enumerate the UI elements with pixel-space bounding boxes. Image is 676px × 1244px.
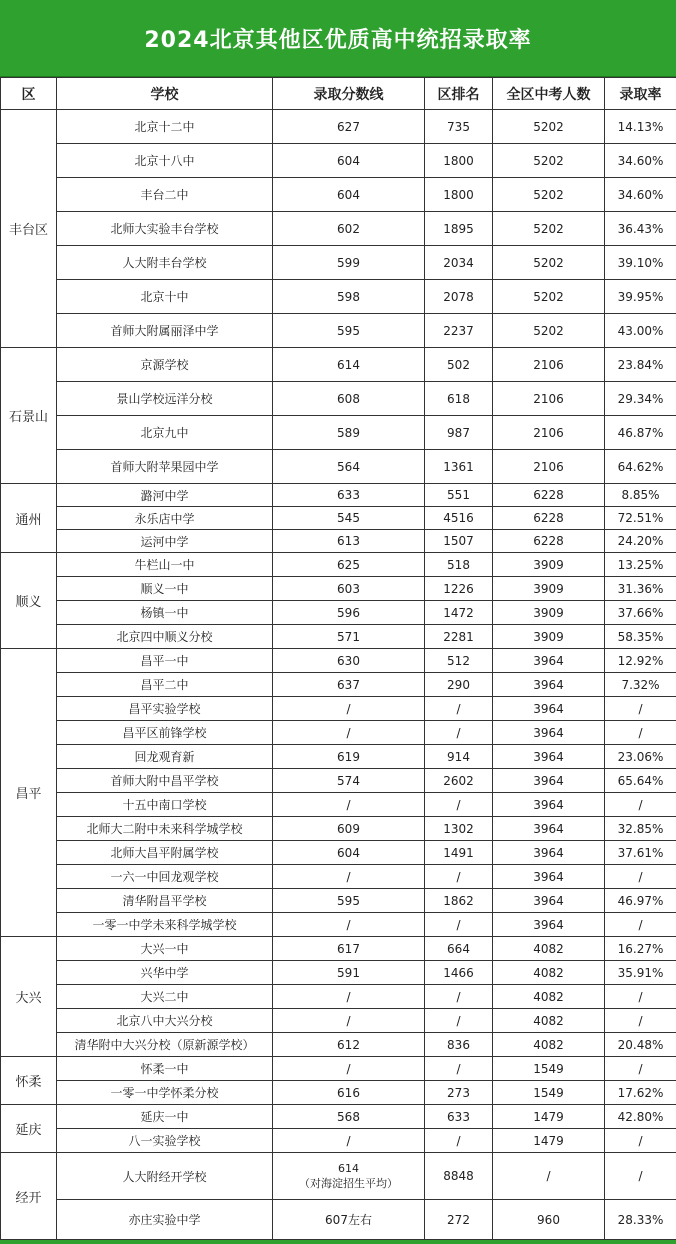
school-cell: 一六一中回龙观学校 xyxy=(57,865,273,889)
rank-cell: 836 xyxy=(425,1033,493,1057)
rate-cell: / xyxy=(605,913,676,937)
rate-cell: 29.34% xyxy=(605,382,676,416)
score-cell: 604 xyxy=(273,144,425,178)
rank-cell: 1800 xyxy=(425,144,493,178)
rate-cell: 34.60% xyxy=(605,178,676,212)
rate-cell: 43.00% xyxy=(605,314,676,348)
column-header-rank: 区排名 xyxy=(425,78,493,110)
school-cell: 人大附丰台学校 xyxy=(57,246,273,280)
score-cell: 564 xyxy=(273,450,425,484)
table-row xyxy=(1,212,676,246)
school-cell: 昌平实验学校 xyxy=(57,697,273,721)
score-cell: 599 xyxy=(273,246,425,280)
rank-cell: / xyxy=(425,1129,493,1153)
school-cell: 八一实验学校 xyxy=(57,1129,273,1153)
rate-cell: 37.61% xyxy=(605,841,676,865)
total-cell: / xyxy=(493,1153,605,1200)
total-cell: 3964 xyxy=(493,793,605,817)
rank-cell: 518 xyxy=(425,553,493,577)
district-cell: 石景山 xyxy=(1,348,57,484)
total-cell: 1549 xyxy=(493,1057,605,1081)
total-cell: 3964 xyxy=(493,697,605,721)
total-cell: 6228 xyxy=(493,530,605,553)
rank-cell: 2602 xyxy=(425,769,493,793)
score-cell: 598 xyxy=(273,280,425,314)
rank-cell: 1507 xyxy=(425,530,493,553)
table-row xyxy=(1,416,676,450)
rank-cell: / xyxy=(425,865,493,889)
school-cell: 亦庄实验中学 xyxy=(57,1200,273,1240)
school-cell: 清华附中大兴分校（原新源学校） xyxy=(57,1033,273,1057)
rank-cell: / xyxy=(425,913,493,937)
total-cell: 3909 xyxy=(493,577,605,601)
rank-cell: 618 xyxy=(425,382,493,416)
total-cell: 2106 xyxy=(493,348,605,382)
school-cell: 杨镇一中 xyxy=(57,601,273,625)
district-cell: 丰台区 xyxy=(1,110,57,348)
table-row xyxy=(1,178,676,212)
rank-cell: 4516 xyxy=(425,507,493,530)
school-cell: 北京九中 xyxy=(57,416,273,450)
column-header-school: 学校 xyxy=(57,78,273,110)
total-cell: 3909 xyxy=(493,625,605,649)
score-cell: 625 xyxy=(273,553,425,577)
table-row xyxy=(1,745,676,769)
rank-cell: 735 xyxy=(425,110,493,144)
rank-cell: 1472 xyxy=(425,601,493,625)
rank-cell: 1302 xyxy=(425,817,493,841)
score-cell: 633 xyxy=(273,484,425,507)
school-cell: 一零一中学未来科学城学校 xyxy=(57,913,273,937)
school-cell: 北京十二中 xyxy=(57,110,273,144)
table-row xyxy=(1,1129,676,1153)
total-cell: 3964 xyxy=(493,769,605,793)
score-cell: / xyxy=(273,1129,425,1153)
rate-cell: 23.06% xyxy=(605,745,676,769)
table-row xyxy=(1,1057,676,1081)
score-cell: 571 xyxy=(273,625,425,649)
school-cell: 延庆一中 xyxy=(57,1105,273,1129)
school-cell: 昌平一中 xyxy=(57,649,273,673)
table-row xyxy=(1,793,676,817)
total-cell: 6228 xyxy=(493,484,605,507)
school-cell: 首师大附中昌平学校 xyxy=(57,769,273,793)
rank-cell: 1862 xyxy=(425,889,493,913)
table-row xyxy=(1,246,676,280)
table-row xyxy=(1,1105,676,1129)
total-cell: 3964 xyxy=(493,673,605,697)
school-cell: 昌平二中 xyxy=(57,673,273,697)
table-row xyxy=(1,507,676,530)
school-cell: 首师大附属丽泽中学 xyxy=(57,314,273,348)
rate-cell: 39.10% xyxy=(605,246,676,280)
total-cell: 2106 xyxy=(493,416,605,450)
rate-cell: 42.80% xyxy=(605,1105,676,1129)
rate-cell: / xyxy=(605,721,676,745)
rate-cell: 37.66% xyxy=(605,601,676,625)
school-cell: 一零一中学怀柔分校 xyxy=(57,1081,273,1105)
table-row xyxy=(1,314,676,348)
district-cell: 顺义 xyxy=(1,553,57,649)
district-cell: 延庆 xyxy=(1,1105,57,1153)
total-cell: 4082 xyxy=(493,985,605,1009)
table-row xyxy=(1,110,676,144)
rate-cell: 13.25% xyxy=(605,553,676,577)
district-cell: 经开 xyxy=(1,1153,57,1240)
rank-cell: 2281 xyxy=(425,625,493,649)
score-cell: 617 xyxy=(273,937,425,961)
school-cell: 北京四中顺义分校 xyxy=(57,625,273,649)
rate-cell: / xyxy=(605,697,676,721)
table-row xyxy=(1,553,676,577)
table-row xyxy=(1,144,676,178)
school-cell: 昌平区前锋学校 xyxy=(57,721,273,745)
score-cell: 607左右 xyxy=(273,1200,425,1240)
rate-cell: 36.43% xyxy=(605,212,676,246)
table-row xyxy=(1,673,676,697)
rank-cell: 1800 xyxy=(425,178,493,212)
score-note: （对海淀招生平均） xyxy=(273,1176,424,1191)
table-row xyxy=(1,913,676,937)
rate-cell: 46.87% xyxy=(605,416,676,450)
header-row xyxy=(1,78,676,110)
total-cell: 4082 xyxy=(493,1009,605,1033)
table-row xyxy=(1,769,676,793)
table-row xyxy=(1,865,676,889)
rate-cell: / xyxy=(605,1009,676,1033)
score-cell: 602 xyxy=(273,212,425,246)
score-cell: 619 xyxy=(273,745,425,769)
bottom-bar xyxy=(0,1240,676,1244)
school-cell: 北师大实验丰台学校 xyxy=(57,212,273,246)
school-cell: 北京十中 xyxy=(57,280,273,314)
total-cell: 3964 xyxy=(493,913,605,937)
rate-cell: / xyxy=(605,793,676,817)
score-cell: 609 xyxy=(273,817,425,841)
table-row xyxy=(1,841,676,865)
score-cell: / xyxy=(273,985,425,1009)
school-cell: 丰台二中 xyxy=(57,178,273,212)
total-cell: 3909 xyxy=(493,601,605,625)
table-row xyxy=(1,484,676,507)
score-cell: / xyxy=(273,1009,425,1033)
school-cell: 回龙观育新 xyxy=(57,745,273,769)
rank-cell: 8848 xyxy=(425,1153,493,1200)
rate-cell: 65.64% xyxy=(605,769,676,793)
score-cell: / xyxy=(273,865,425,889)
rate-cell: 14.13% xyxy=(605,110,676,144)
table-row xyxy=(1,1081,676,1105)
score-cell: 608 xyxy=(273,382,425,416)
total-cell: 4082 xyxy=(493,961,605,985)
rate-cell: / xyxy=(605,1153,676,1200)
district-cell: 昌平 xyxy=(1,649,57,937)
rate-cell: 39.95% xyxy=(605,280,676,314)
rate-cell: 32.85% xyxy=(605,817,676,841)
school-cell: 清华附昌平学校 xyxy=(57,889,273,913)
total-cell: 5202 xyxy=(493,178,605,212)
rate-cell: / xyxy=(605,865,676,889)
table-row xyxy=(1,937,676,961)
table-row xyxy=(1,961,676,985)
rank-cell: 512 xyxy=(425,649,493,673)
rank-cell: 1491 xyxy=(425,841,493,865)
rank-cell: 551 xyxy=(425,484,493,507)
total-cell: 5202 xyxy=(493,212,605,246)
total-cell: 3964 xyxy=(493,889,605,913)
column-header-total: 全区中考人数 xyxy=(493,78,605,110)
rank-cell: 1226 xyxy=(425,577,493,601)
total-cell: 6228 xyxy=(493,507,605,530)
rate-cell: 24.20% xyxy=(605,530,676,553)
rate-cell: 16.27% xyxy=(605,937,676,961)
district-cell: 怀柔 xyxy=(1,1057,57,1105)
rank-cell: 290 xyxy=(425,673,493,697)
table-row xyxy=(1,450,676,484)
school-cell: 运河中学 xyxy=(57,530,273,553)
rank-cell: / xyxy=(425,697,493,721)
school-cell: 十五中南口学校 xyxy=(57,793,273,817)
rate-cell: / xyxy=(605,1129,676,1153)
total-cell: 3964 xyxy=(493,865,605,889)
score-cell: 627 xyxy=(273,110,425,144)
score-cell: 574 xyxy=(273,769,425,793)
score-cell: / xyxy=(273,1057,425,1081)
total-cell: 3964 xyxy=(493,649,605,673)
school-cell: 怀柔一中 xyxy=(57,1057,273,1081)
district-cell: 通州 xyxy=(1,484,57,553)
rank-cell: 914 xyxy=(425,745,493,769)
score-cell: 591 xyxy=(273,961,425,985)
table-row xyxy=(1,817,676,841)
total-cell: 5202 xyxy=(493,144,605,178)
total-cell: 4082 xyxy=(493,937,605,961)
score-cell: / xyxy=(273,721,425,745)
score-cell: 613 xyxy=(273,530,425,553)
rate-cell: 46.97% xyxy=(605,889,676,913)
table-row xyxy=(1,649,676,673)
total-cell: 5202 xyxy=(493,280,605,314)
school-cell: 北师大昌平附属学校 xyxy=(57,841,273,865)
rate-cell: 72.51% xyxy=(605,507,676,530)
rate-cell: 23.84% xyxy=(605,348,676,382)
total-cell: 5202 xyxy=(493,246,605,280)
score-cell: 596 xyxy=(273,601,425,625)
rate-cell: 58.35% xyxy=(605,625,676,649)
rank-cell: 1466 xyxy=(425,961,493,985)
score-cell: 612 xyxy=(273,1033,425,1057)
rank-cell: 1361 xyxy=(425,450,493,484)
score-cell: 545 xyxy=(273,507,425,530)
table-row xyxy=(1,348,676,382)
admission-table xyxy=(0,77,676,1240)
table-row xyxy=(1,1009,676,1033)
table-row xyxy=(1,1153,676,1200)
score-cell: 589 xyxy=(273,416,425,450)
school-cell: 顺义一中 xyxy=(57,577,273,601)
rate-cell: 34.60% xyxy=(605,144,676,178)
rate-cell: / xyxy=(605,1057,676,1081)
school-cell: 牛栏山一中 xyxy=(57,553,273,577)
total-cell: 1479 xyxy=(493,1105,605,1129)
score-cell: 603 xyxy=(273,577,425,601)
table-row xyxy=(1,721,676,745)
column-header-rate: 录取率 xyxy=(605,78,676,110)
rank-cell: 502 xyxy=(425,348,493,382)
total-cell: 3909 xyxy=(493,553,605,577)
table-row xyxy=(1,889,676,913)
score-cell: / xyxy=(273,697,425,721)
table-row xyxy=(1,577,676,601)
rate-cell: 20.48% xyxy=(605,1033,676,1057)
school-cell: 潞河中学 xyxy=(57,484,273,507)
school-cell: 永乐店中学 xyxy=(57,507,273,530)
rank-cell: 272 xyxy=(425,1200,493,1240)
score-cell: 604 xyxy=(273,178,425,212)
rank-cell: / xyxy=(425,1057,493,1081)
school-cell: 首师大附苹果园中学 xyxy=(57,450,273,484)
school-cell: 北师大二附中未来科学城学校 xyxy=(57,817,273,841)
score-cell: 604 xyxy=(273,841,425,865)
score-cell: 614 xyxy=(273,348,425,382)
school-cell: 兴华中学 xyxy=(57,961,273,985)
school-cell: 人大附经开学校 xyxy=(57,1153,273,1200)
rate-cell: 31.36% xyxy=(605,577,676,601)
rate-cell: 7.32% xyxy=(605,673,676,697)
rank-cell: 273 xyxy=(425,1081,493,1105)
total-cell: 2106 xyxy=(493,382,605,416)
total-cell: 5202 xyxy=(493,314,605,348)
score-cell: / xyxy=(273,913,425,937)
rank-cell: / xyxy=(425,985,493,1009)
total-cell: 3964 xyxy=(493,721,605,745)
rank-cell: 1895 xyxy=(425,212,493,246)
table-row xyxy=(1,530,676,553)
rate-cell: 64.62% xyxy=(605,450,676,484)
rank-cell: 664 xyxy=(425,937,493,961)
rate-cell: / xyxy=(605,985,676,1009)
column-header-score: 录取分数线 xyxy=(273,78,425,110)
total-cell: 2106 xyxy=(493,450,605,484)
total-cell: 3964 xyxy=(493,817,605,841)
school-cell: 大兴二中 xyxy=(57,985,273,1009)
rank-cell: 2034 xyxy=(425,246,493,280)
school-cell: 北京十八中 xyxy=(57,144,273,178)
total-cell: 1479 xyxy=(493,1129,605,1153)
rank-cell: / xyxy=(425,1009,493,1033)
score-cell xyxy=(273,1153,425,1200)
rank-cell: / xyxy=(425,793,493,817)
rate-cell: 12.92% xyxy=(605,649,676,673)
total-cell: 5202 xyxy=(493,110,605,144)
total-cell: 960 xyxy=(493,1200,605,1240)
score-cell: 637 xyxy=(273,673,425,697)
school-cell: 北京八中大兴分校 xyxy=(57,1009,273,1033)
table-row xyxy=(1,1033,676,1057)
table-row xyxy=(1,601,676,625)
table-row xyxy=(1,625,676,649)
table-row xyxy=(1,382,676,416)
district-cell: 大兴 xyxy=(1,937,57,1057)
total-cell: 1549 xyxy=(493,1081,605,1105)
page-title: 2024北京其他区优质高中统招录取率 xyxy=(0,0,676,77)
school-cell: 景山学校远洋分校 xyxy=(57,382,273,416)
table-row xyxy=(1,280,676,314)
rank-cell: 987 xyxy=(425,416,493,450)
score-cell: / xyxy=(273,793,425,817)
rate-cell: 8.85% xyxy=(605,484,676,507)
rank-cell: 633 xyxy=(425,1105,493,1129)
table-row xyxy=(1,985,676,1009)
school-cell: 京源学校 xyxy=(57,348,273,382)
column-header-district: 区 xyxy=(1,78,57,110)
rate-cell: 17.62% xyxy=(605,1081,676,1105)
rank-cell: 2078 xyxy=(425,280,493,314)
score-cell: 595 xyxy=(273,889,425,913)
score-cell: 595 xyxy=(273,314,425,348)
score-cell: 630 xyxy=(273,649,425,673)
table-row xyxy=(1,697,676,721)
score-value: 614 xyxy=(273,1161,424,1176)
rank-cell: / xyxy=(425,721,493,745)
total-cell: 3964 xyxy=(493,745,605,769)
total-cell: 3964 xyxy=(493,841,605,865)
score-cell: 568 xyxy=(273,1105,425,1129)
total-cell: 4082 xyxy=(493,1033,605,1057)
school-cell: 大兴一中 xyxy=(57,937,273,961)
table-row xyxy=(1,1200,676,1240)
score-cell: 616 xyxy=(273,1081,425,1105)
rank-cell: 2237 xyxy=(425,314,493,348)
rate-cell: 28.33% xyxy=(605,1200,676,1240)
rate-cell: 35.91% xyxy=(605,961,676,985)
